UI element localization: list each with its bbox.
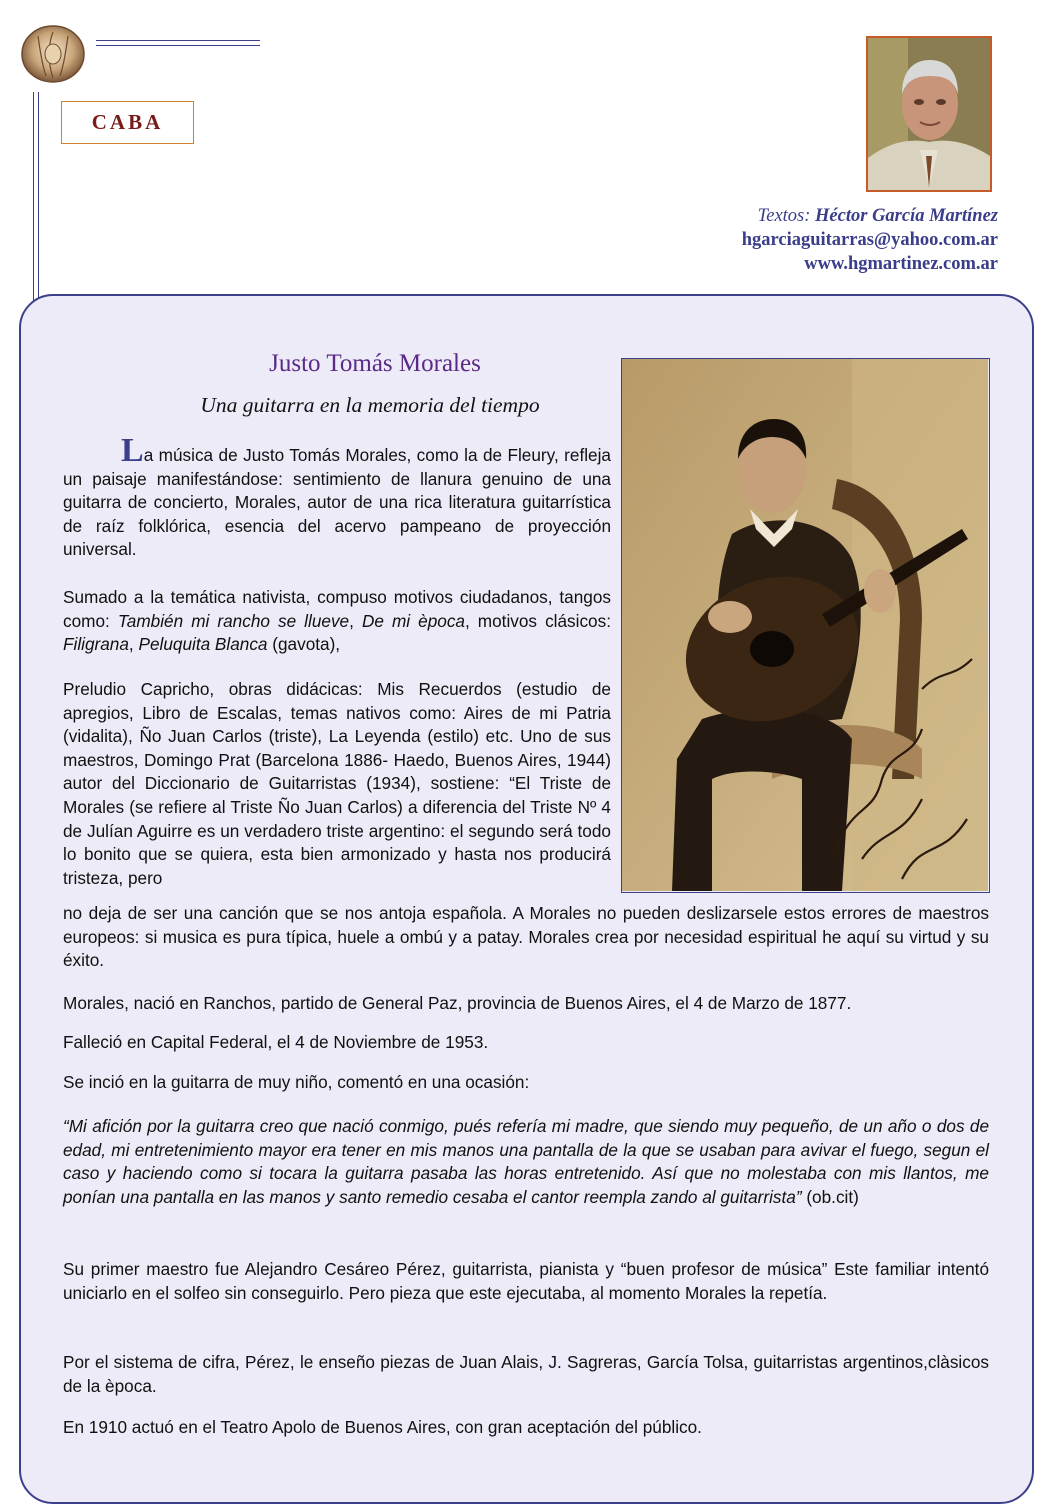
start-text: Se inció en la guitarra de muy niño, comentó en una ocasión: bbox=[63, 1072, 530, 1092]
header-rule-bottom bbox=[96, 45, 260, 46]
credits-author-line bbox=[742, 204, 998, 228]
paragraph-death bbox=[63, 1031, 989, 1055]
paragraph-themes bbox=[63, 586, 611, 657]
guitarist-photo bbox=[621, 358, 990, 893]
paragraph-works-continued bbox=[63, 902, 989, 973]
work-title-1: También mi rancho se llueve bbox=[117, 610, 350, 631]
paragraph-works bbox=[63, 678, 611, 890]
work-title-2: De mi època bbox=[361, 610, 465, 631]
work-title-3: Filigrana bbox=[63, 634, 129, 655]
death-text: Falleció en Capital Federal, el 4 de Noviembre de 1953. bbox=[63, 1032, 489, 1052]
themes-text-c: , motivos clásicos: bbox=[464, 610, 611, 631]
themes-text-b: , bbox=[349, 610, 362, 631]
paragraph-cifra bbox=[63, 1351, 989, 1398]
paragraph-first-teacher bbox=[63, 1258, 989, 1305]
paragraph-birth bbox=[63, 992, 989, 1016]
first-teacher-text: Su primer maestro fue Alejandro Cesáreo Pérez, guitarrista, pianista y “buen profesor de música” Este familiar intentó uniciarlo en el solfeo sin conseguirlo. Pero pieza que este ejecutaba, al momento Morales la repetía. bbox=[63, 1259, 989, 1303]
author-website[interactable]: www.hgmartinez.com.ar bbox=[804, 254, 998, 274]
article-title: Justo Tomás Morales bbox=[269, 350, 481, 377]
work-title-4: Peluquita Blanca bbox=[138, 634, 268, 655]
quote-text: “Mi afición por la guitarra creo que nació conmigo, pués refería mi madre, que siendo muy pequeño, de un año o dos de edad, mi entretenimiento mayor era tener en mis manos una pantalla de la que se usaban para avivar el fuego, segun el caso y haciendo como si tocara la guitarra pasaba las horas entretenido. Así que no molestaba con mis llantos, me ponían una pantalla en las manos y santo remedio cesaba el cantor reempla zando al guitarrista” bbox=[63, 1116, 989, 1207]
cifra-text: Por el sistema de cifra, Pérez, le enseño piezas de Juan Alais, J. Sagreras, García Tolsa, guitarristas argentinos,clàsicos de la època. bbox=[63, 1352, 989, 1396]
left-rule-inner bbox=[38, 92, 39, 308]
section-label: CABA bbox=[61, 101, 194, 144]
header-rule-top bbox=[96, 40, 260, 41]
works-continued-text: no deja de ser una canción que se nos antoja española. A Morales no pueden deslizarsele estos errores de maestros europeos: si musica es pura típica, huele a ombú y a patay. Morales crea por necesidad espiritual he aquí su virtud y su éxito. bbox=[63, 903, 989, 971]
intro-text: a música de Justo Tomás Morales, como la de Fleury, refleja un paisaje manifestándose: sentimiento de llanura genuino de una guitarra de concierto, Morales, autor de una rica literatura guitarrística de raíz folklórica, esencia del acervo pampeano de proyección universal. bbox=[63, 445, 611, 560]
paragraph-quote bbox=[63, 1115, 989, 1209]
credits-label: Textos: bbox=[757, 206, 811, 226]
author-email[interactable]: hgarciaguitarras@yahoo.com.ar bbox=[741, 230, 998, 250]
works-text: Preludio Capricho, obras didácicas: Mis Recuerdos (estudio de apregios, Libro de Escalas, temas nativos como: Aires de mi Patria (vidalita), Ño Juan Carlos (triste), La Leyenda (estilo) etc. Uno de sus maestros, Domingo Prat (Barcelona 1886- Haedo, Buenos Aires, 1944) autor del Diccionario de Guitarristas (1934), sostiene: “El Triste de Morales (se refiere al Triste Ño Juan Carlos) a diferencia del Triste Nº 4 de Julían Aguirre es un verdadero triste argentino: el segundo será todo lo bonito que se quiera, esta bien armonizado y hasta nos producirá tristeza, pero bbox=[63, 679, 611, 888]
shell-logo-icon bbox=[18, 22, 88, 86]
author-portrait bbox=[866, 36, 992, 192]
author-name: Héctor García Martínez bbox=[815, 206, 998, 226]
themes-text-e: (gavota), bbox=[267, 634, 341, 655]
left-rule-outer bbox=[33, 92, 34, 308]
credits-block bbox=[742, 204, 998, 276]
drop-cap: L bbox=[121, 432, 144, 469]
themes-text-d: , bbox=[128, 634, 139, 655]
article-subtitle: Una guitarra en la memoria del tiempo bbox=[200, 393, 540, 417]
teatro-text: En 1910 actuó en el Teatro Apolo de Buenos Aires, con gran aceptación del público. bbox=[63, 1417, 702, 1437]
birth-text: Morales, nació en Ranchos, partido de General Paz, provincia de Buenos Aires, el 4 de Marzo de 1877. bbox=[63, 993, 852, 1013]
paragraph-start bbox=[63, 1071, 989, 1095]
themes-text-a: Sumado a la temática nativista, compuso motivos ciudadanos, tangos como: bbox=[63, 587, 611, 631]
paragraph-intro bbox=[63, 432, 611, 562]
paragraph-teatro bbox=[63, 1416, 989, 1440]
quote-reference: (ob.cit) bbox=[801, 1186, 859, 1207]
